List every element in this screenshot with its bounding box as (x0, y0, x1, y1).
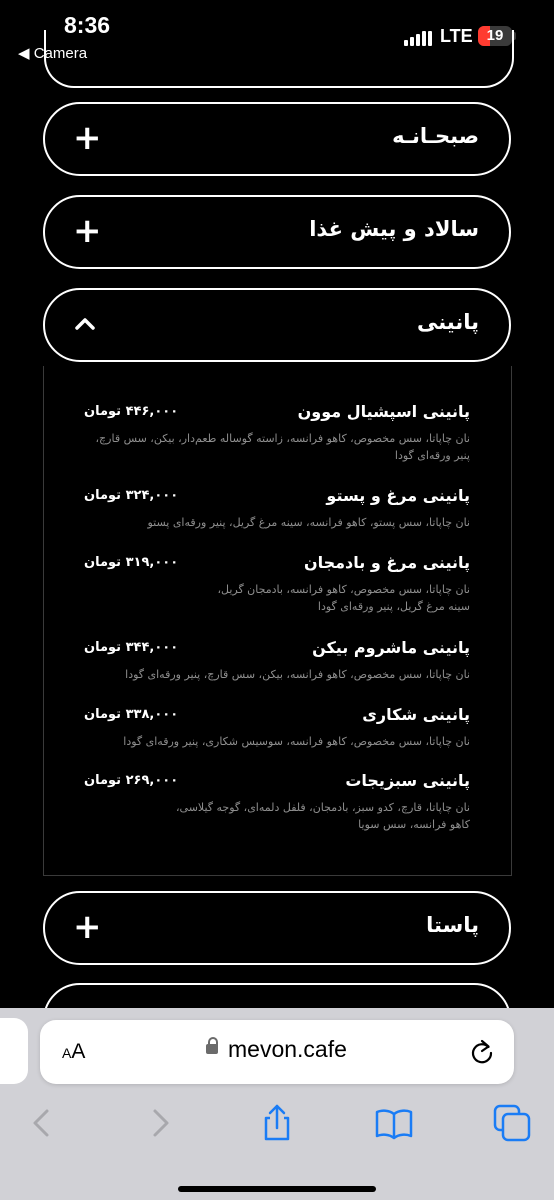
item-price: ۳۱۹,۰۰۰ تومان (84, 555, 179, 570)
forward-arrow-icon[interactable] (140, 1103, 180, 1143)
item-price: ۳۲۴,۰۰۰ تومان (84, 488, 179, 503)
category-salads[interactable] (43, 195, 511, 269)
chevron-up-icon (75, 314, 95, 334)
back-to-camera-link[interactable]: ◀ Camera (18, 45, 88, 62)
back-arrow-icon[interactable] (22, 1103, 62, 1143)
item-description: نان چاپاتا، قارچ، کدو سبز، بادمجان، فلفل دلمه‌ای، گوجه گیلاسی، کاهو فرانسه، سس سویا (175, 801, 470, 831)
category-label: سالاد و پیش غذا (309, 217, 479, 241)
item-name: پانینی سبزیجات (345, 771, 470, 790)
item-description: نان چاپاتا، سس مخصوص، کاهو فرانسه، بیکن، سس قارچ، پنیر ورقه‌ای گودا (125, 668, 470, 681)
item-price: ۳۴۴,۰۰۰ تومان (84, 640, 179, 655)
item-price: ۴۴۶,۰۰۰ تومان (84, 404, 179, 419)
plus-icon: + (73, 211, 102, 251)
category-label: صبحـانـه (392, 124, 479, 148)
bookmarks-icon[interactable] (374, 1103, 414, 1143)
category-label: پانینی (416, 310, 479, 334)
previous-tab-preview[interactable] (0, 1018, 28, 1084)
item-name: پانینی شکاری (362, 705, 470, 724)
item-description: نان چاپاتا، سس مخصوص، کاهو فرانسه، سوسیس شکاری، پنیر ورقه‌ای گودا (123, 735, 470, 748)
item-price: ۲۶۹,۰۰۰ تومان (84, 773, 179, 788)
plus-icon: + (73, 118, 102, 158)
item-description: نان چاپاتا، سس پستو، کاهو فرانسه، سینه مرغ گریل، پنیر ورقه‌ای پستو (147, 516, 470, 529)
item-price: ۳۳۸,۰۰۰ تومان (84, 707, 179, 722)
item-description: نان چاپاتا، سس مخصوص، کاهو فرانسه، زاسته گوساله طعم‌دار، بیکن، سس قارچ، پنیر ورقه‌ای گودا (95, 432, 470, 462)
item-name: پانینی مرغ و بادمجان (303, 553, 470, 572)
item-description: نان چاپاتا، سس مخصوص، کاهو فرانسه، بادمجان گریل، سینه مرغ گریل، پنیر ورقه‌ای گودا (217, 583, 470, 613)
item-name: پانینی اسپشیال موون (297, 402, 470, 421)
battery-percent: 19 (486, 27, 504, 44)
category-panini[interactable] (43, 288, 511, 362)
network-type: LTE (440, 26, 473, 46)
panini-items-panel (43, 366, 512, 876)
tabs-icon[interactable] (492, 1103, 532, 1143)
text-size-button[interactable]: AA (62, 1040, 86, 1063)
category-breakfast[interactable] (43, 102, 511, 176)
category-label: پاستا (426, 913, 479, 937)
url-text: mevon.cafe (228, 1036, 347, 1062)
home-indicator (178, 1186, 376, 1192)
item-name: پانینی مرغ و پستو (326, 486, 470, 505)
share-icon[interactable] (257, 1103, 297, 1143)
category-previous-cutoff[interactable] (44, 30, 514, 88)
browser-bottom-bar (0, 1008, 554, 1200)
address-bar[interactable] (40, 1020, 514, 1084)
item-name: پانینی ماشروم بیکن (312, 638, 470, 657)
lock-icon (206, 1044, 218, 1054)
status-time: 8:36 (64, 12, 111, 38)
reload-icon[interactable] (468, 1038, 496, 1066)
plus-icon: + (73, 907, 102, 947)
category-pasta[interactable] (43, 891, 511, 965)
